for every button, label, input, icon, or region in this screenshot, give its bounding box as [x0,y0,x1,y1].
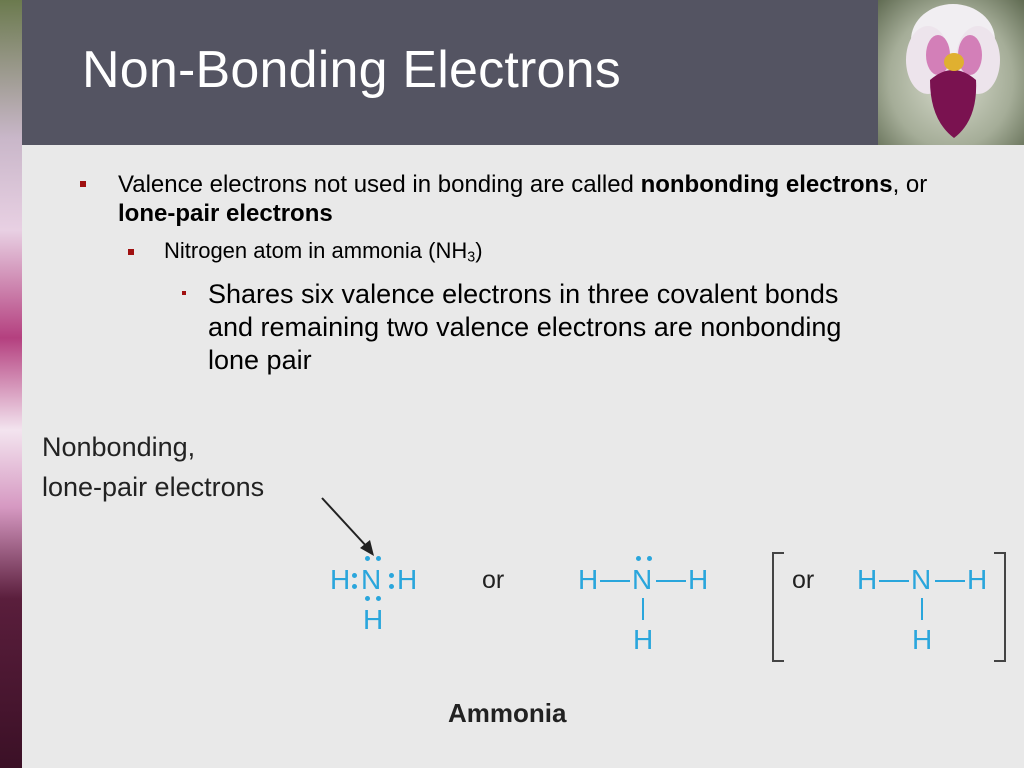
atom-h-left: H [578,564,599,595]
bullet-marker [128,249,134,255]
electron-dot [352,584,357,589]
bracket-right [994,552,1006,662]
bullet-marker [80,181,86,187]
atom-h-left: H [330,564,351,595]
atom-n: N [632,564,653,595]
electron-dot [365,596,370,601]
atom-h-bottom: H [633,624,654,655]
electron-dot [376,596,381,601]
text-run: Valence electrons not used in bonding are called [118,171,641,198]
bold-term-nonbonding: nonbonding electrons [640,171,893,198]
electron-dot [389,584,394,589]
bullet-level2 [128,237,483,272]
bond-line [600,580,630,582]
electron-dot [389,573,394,578]
caption-line2: lone-pair electrons [42,472,265,502]
ammonia-label: Ammonia [448,698,567,728]
atom-h-right: H [397,564,418,595]
bullet-text-line1: Shares six valence electrons in three covalent bonds [208,279,839,309]
electron-dot [352,573,357,578]
atom-h-right: H [967,564,988,595]
bond-line [935,580,965,582]
bullet-text [164,237,483,272]
bold-term-lone-pair: lone-pair electrons [118,200,333,227]
ammonia-diagram [0,410,1024,768]
bond-line [656,580,686,582]
or-text: or [482,566,505,594]
caption-line1: Nonbonding, [42,432,196,462]
text-run: , or [892,171,928,198]
electron-dot [365,556,370,561]
arrow-icon [318,494,378,560]
bullet-text-line3: lone pair [208,345,312,375]
atom-h-right: H [688,564,709,595]
bullet-marker [182,291,186,295]
bond-line [642,598,644,620]
slide-title: Non-Bonding Electrons [82,41,621,99]
text-run: ) [475,238,483,263]
subscript: 3 [467,249,476,266]
atom-h-bottom: H [912,624,933,655]
atom-h-bottom: H [363,604,384,635]
bullet-level3 [182,278,962,377]
atom-n: N [911,564,932,595]
atom-h-left: H [857,564,878,595]
bullet-text [118,170,940,228]
bond-line [921,598,923,620]
atom-n: N [361,564,382,595]
text-run: Nitrogen atom in ammonia (NH [164,238,468,263]
or-text: or [792,566,815,594]
electron-dot [376,556,381,561]
electron-dot [636,556,641,561]
electron-dot [647,556,652,561]
bullet-text-line2: and remaining two valence electrons are nonbonding [208,312,842,342]
bond-line [879,580,909,582]
bullet-level1 [80,170,940,228]
bracket-left [772,552,784,662]
